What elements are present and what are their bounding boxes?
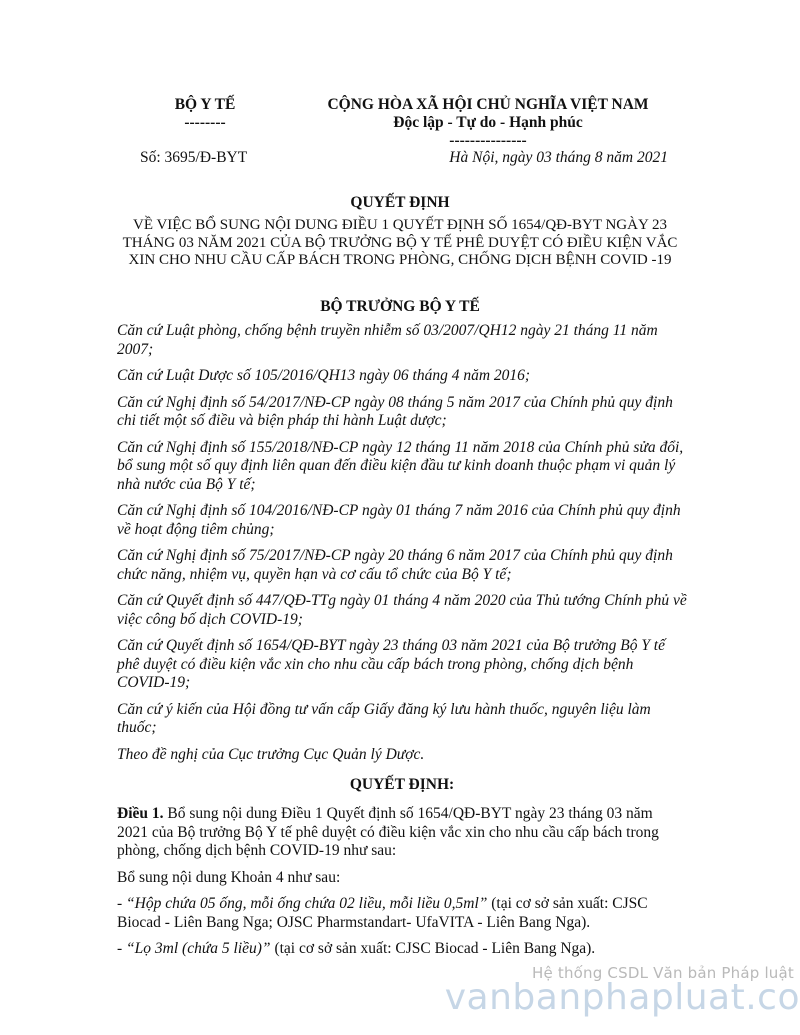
motto: Độc lập - Tự do - Hạnh phúc bbox=[393, 114, 583, 131]
article-text: Bổ sung nội dung Điều 1 Quyết định số 1654/QĐ-BYT ngày 23 tháng 03 năm 2021 của Bộ trưởng Bộ Y tế phê duyệt có điều kiện vắc xin cho nhu cầu cấp bách trong phòng, chống dịch bệnh COVID-19 như sau: bbox=[117, 805, 659, 859]
item-dash: - bbox=[117, 940, 127, 957]
article-1 bbox=[117, 805, 687, 861]
ground-paragraph: Căn cứ Nghị định số 54/2017/NĐ-CP ngày 08 tháng 5 năm 2017 của Chính phủ quy định chi tiết một số điều và biện pháp thi hành Luật dược; bbox=[117, 393, 673, 429]
article-item bbox=[117, 940, 687, 959]
document-body bbox=[117, 322, 687, 967]
document-type: QUYẾT ĐỊNH bbox=[350, 194, 450, 211]
item-quote: “Hộp chứa 05 ống, mỗi ống chứa 02 liều, mỗi liều 0,5ml” bbox=[126, 895, 488, 912]
ground-paragraph: Căn cứ Nghị định số 155/2018/NĐ-CP ngày 12 tháng 11 năm 2018 của Chính phủ sửa đổi, bổ sung một số quy định liên quan đến điều kiện đầu tư kinh doanh thuộc phạm vi quản lý nhà nước của Bộ Y tế; bbox=[117, 438, 684, 493]
agency-name: BỘ Y TẾ bbox=[174, 96, 236, 113]
country-name: CỘNG HÒA XÃ HỘI CHỦ NGHĨA VIỆT NAM bbox=[327, 96, 649, 113]
ground-paragraph: Căn cứ Nghị định số 75/2017/NĐ-CP ngày 20 tháng 6 năm 2017 của Chính phủ quy định chức năng, nhiệm vụ, quyền hạn và cơ cấu tổ chức của Bộ Y tế; bbox=[117, 547, 673, 583]
ground-paragraph: Căn cứ Quyết định số 1654/QĐ-BYT ngày 23 tháng 03 năm 2021 của Bộ trưởng Bộ Y tế phê duyệt có điều kiện vắc xin cho nhu cầu cấp bách trong phòng, chống dịch bệnh COVID-19; bbox=[117, 637, 665, 691]
ground-paragraph: Căn cứ Quyết định số 447/QĐ-TTg ngày 01 tháng 4 năm 2020 của Thủ tướng Chính phủ về việc công bố dịch COVID-19; bbox=[117, 592, 687, 628]
ground-paragraph: Căn cứ ý kiến của Hội đồng tư vấn cấp Giấy đăng ký lưu hành thuốc, nguyên liệu làm thuốc; bbox=[117, 700, 651, 736]
article-label: Điều 1. bbox=[117, 805, 164, 822]
place-date: Hà Nội, ngày 03 tháng 8 năm 2021 bbox=[449, 149, 668, 166]
issuing-authority: BỘ TRƯỞNG BỘ Y TẾ bbox=[320, 298, 480, 315]
national-header bbox=[300, 96, 676, 150]
ground-paragraph: Căn cứ Luật phòng, chống bệnh truyền nhiễm số 03/2007/QH12 ngày 21 tháng 11 năm 2007; bbox=[117, 322, 658, 358]
agency-block bbox=[140, 96, 270, 132]
agency-rule: -------- bbox=[184, 114, 226, 131]
article-item bbox=[117, 895, 687, 932]
ground-paragraph: Căn cứ Luật Dược số 105/2016/QH13 ngày 06 tháng 4 năm 2016; bbox=[117, 367, 531, 384]
watermark-site: vanbanphapluat.co bbox=[444, 977, 800, 1018]
decision-heading: QUYẾT ĐỊNH: bbox=[349, 776, 455, 793]
document-number: Số: 3695/Đ-BYT bbox=[140, 149, 248, 166]
document-subject: VỀ VIỆC BỔ SUNG NỘI DUNG ĐIỀU 1 QUYẾT ĐỊNH SỐ 1654/QĐ-BYT NGÀY 23 THÁNG 03 NĂM 2021 CỦA BỘ TRƯỞNG BỘ Y TẾ PHÊ DUYỆT CÓ ĐIỀU KIỆN VẮC XIN CHO NHU CẦU CẤP BÁCH TRONG PHÒNG, CHỐNG DỊCH BỆNH COVID -19 bbox=[122, 217, 678, 268]
item-detail: (tại cơ sở sản xuất: CJSC Biocad - Liên Bang Nga). bbox=[270, 940, 596, 957]
article-intro: Bổ sung nội dung Khoản 4 như sau: bbox=[117, 868, 341, 886]
watermark-caption: Hệ thống CSDL Văn bản Pháp luật bbox=[531, 964, 794, 982]
ground-paragraph: Căn cứ Nghị định số 104/2016/NĐ-CP ngày 01 tháng 7 năm 2016 của Chính phủ quy định về hoạt động tiêm chủng; bbox=[117, 502, 681, 538]
motto-rule: --------------- bbox=[449, 132, 527, 149]
item-dash: - bbox=[117, 895, 127, 912]
item-quote: “Lọ 3ml (chứa 5 liều)” bbox=[126, 940, 271, 957]
ground-paragraph: Theo đề nghị của Cục trưởng Cục Quản lý Dược. bbox=[117, 745, 425, 763]
item-detail: (tại cơ sở sản xuất: CJSC Biocad - Liên Bang Nga; OJSC Pharmstandart- UfaVITA - Liên Bang Nga). bbox=[117, 895, 648, 931]
